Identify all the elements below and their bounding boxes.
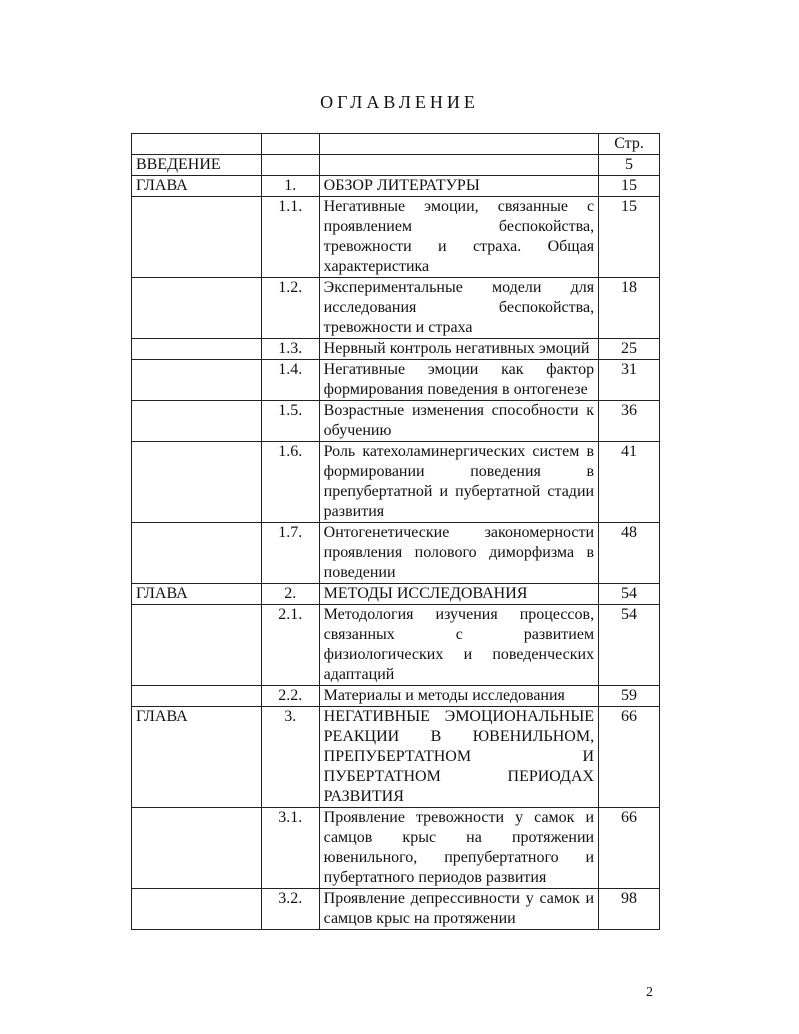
row-label [132, 686, 262, 707]
table-row [132, 401, 660, 442]
row-number: 1.6. [261, 442, 319, 523]
row-number: 3.2. [261, 889, 319, 930]
row-page: 31 [599, 360, 660, 401]
row-title: ОБЗОР ЛИТЕРАТУРЫ [319, 176, 598, 197]
table-row [132, 442, 660, 523]
table-row [132, 584, 660, 605]
row-title: Негативные эмоции как фактор формирования поведения в онтогенезе [319, 360, 598, 401]
row-number: 2. [261, 584, 319, 605]
row-number: 1.3. [261, 339, 319, 360]
row-number: 3. [261, 707, 319, 808]
row-title: Экспериментальные модели для исследования беспокойства, тревожности и страха [319, 278, 598, 339]
row-page: 54 [599, 584, 660, 605]
table-row [132, 889, 660, 930]
table-row [132, 605, 660, 686]
row-page: 41 [599, 442, 660, 523]
row-page: 66 [599, 808, 660, 889]
page-title: ОГЛАВЛЕНИЕ [320, 92, 479, 112]
table-row [132, 155, 660, 176]
row-page: 36 [599, 401, 660, 442]
table-row [132, 360, 660, 401]
row-title: Проявление тревожности у самок и самцов крыс на протяжении ювенильного, препубертатного и пубертатного периодов развития [319, 808, 598, 889]
row-number: 1.7. [261, 523, 319, 584]
row-label [132, 339, 262, 360]
row-title: НЕГАТИВНЫЕ ЭМОЦИОНАЛЬНЫЕ РЕАКЦИИ В ЮВЕНИЛЬНОМ, ПРЕПУБЕРТАТНОМ И ПУБЕРТАТНОМ ПЕРИОДАХ РАЗВИТИЯ [319, 707, 598, 808]
row-label [132, 889, 262, 930]
row-label: ГЛАВА [132, 584, 262, 605]
row-page: 5 [599, 155, 660, 176]
row-page: 66 [599, 707, 660, 808]
row-number: 1.2. [261, 278, 319, 339]
page-number: 2 [646, 985, 653, 1000]
row-label [132, 523, 262, 584]
row-label: ГЛАВА [132, 707, 262, 808]
row-label [132, 401, 262, 442]
row-title: Методология изучения процессов, связанных с развитием физиологических и поведенческих адаптаций [319, 605, 598, 686]
row-number: 2.2. [261, 686, 319, 707]
row-page: 15 [599, 176, 660, 197]
row-label [132, 360, 262, 401]
row-title: Негативные эмоции, связанные с проявлением беспокойства, тревожности и страха. Общая характеристика [319, 197, 598, 278]
row-title [319, 155, 598, 176]
row-page: 18 [599, 278, 660, 339]
row-label [132, 605, 262, 686]
row-page: 59 [599, 686, 660, 707]
table-row [132, 523, 660, 584]
row-title: Материалы и методы исследования [319, 686, 598, 707]
row-label: ВВЕДЕНИЕ [132, 155, 262, 176]
toc-table [131, 133, 660, 930]
row-title: Роль катехоламинергических систем в формировании поведения в препубертатной и пубертатной стадии развития [319, 442, 598, 523]
table-row [132, 176, 660, 197]
row-label [132, 442, 262, 523]
table-row [132, 707, 660, 808]
row-number: 1. [261, 176, 319, 197]
row-label [132, 808, 262, 889]
row-title: Возрастные изменения способности к обучению [319, 401, 598, 442]
row-number: 1.4. [261, 360, 319, 401]
table-row [132, 197, 660, 278]
row-title: Онтогенетические закономерности проявления полового диморфизма в поведении [319, 523, 598, 584]
table-row [132, 686, 660, 707]
table-row [132, 278, 660, 339]
row-label [132, 197, 262, 278]
table-row [132, 808, 660, 889]
row-label: ГЛАВА [132, 176, 262, 197]
table-row [132, 339, 660, 360]
row-number: 2.1. [261, 605, 319, 686]
row-number: 3.1. [261, 808, 319, 889]
row-title: Нервный контроль негативных эмоций [319, 339, 598, 360]
row-title: Проявление депрессивности у самок и самцов крыс на протяжении [319, 889, 598, 930]
row-page: 98 [599, 889, 660, 930]
page-column-header: Стр. [599, 134, 660, 155]
row-number: 1.5. [261, 401, 319, 442]
table-header-row [132, 134, 660, 155]
row-label [132, 278, 262, 339]
row-page: 54 [599, 605, 660, 686]
row-page: 15 [599, 197, 660, 278]
row-number [261, 155, 319, 176]
row-title: МЕТОДЫ ИССЛЕДОВАНИЯ [319, 584, 598, 605]
row-number: 1.1. [261, 197, 319, 278]
row-page: 48 [599, 523, 660, 584]
row-page: 25 [599, 339, 660, 360]
